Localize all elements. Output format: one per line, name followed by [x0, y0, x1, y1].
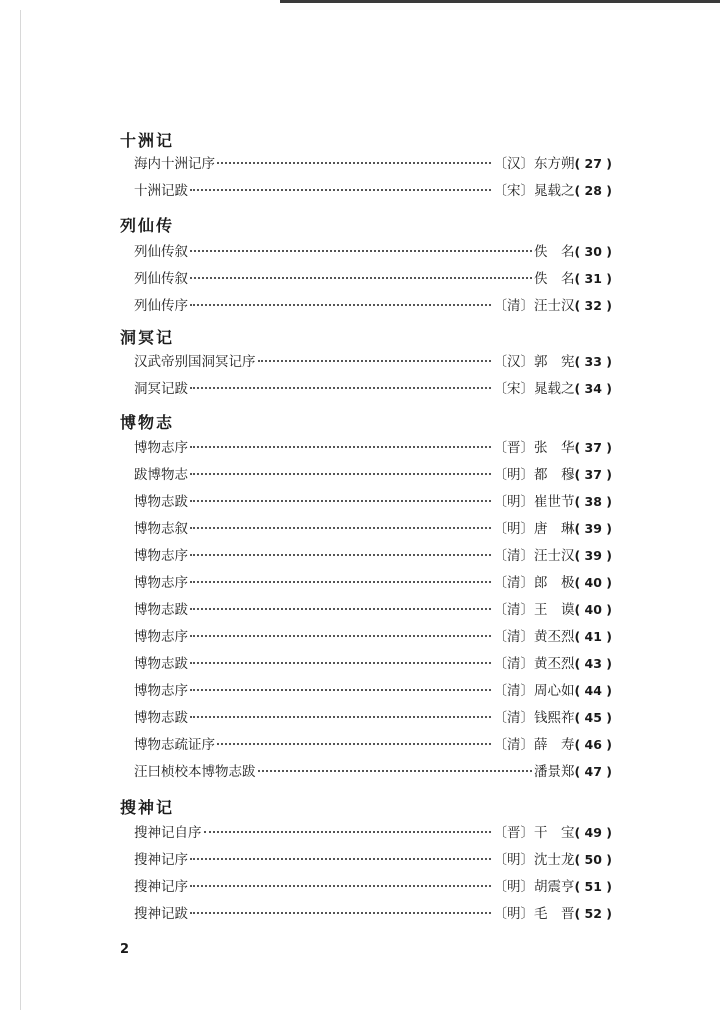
entry-author: 〔汉〕郭 宪: [493, 354, 575, 370]
toc-entry: [134, 377, 612, 397]
entry-page: ( 40 ): [574, 575, 612, 590]
dot-leader: [217, 743, 491, 745]
entry-author: 〔清〕汪士汉: [493, 548, 575, 564]
entry-author: 〔清〕汪士汉: [493, 298, 575, 314]
entry-title: 博物志跋: [134, 494, 188, 510]
page-number: 2: [120, 942, 130, 957]
toc-entry: [134, 679, 612, 699]
section-title: 博物志: [120, 413, 175, 432]
entry-title: 搜神记自序: [134, 825, 202, 841]
dot-leader: [190, 304, 491, 306]
dot-leader: [190, 554, 491, 556]
entry-page: ( 44 ): [574, 683, 612, 698]
section-title: 列仙传: [120, 216, 175, 235]
section-title: 十洲记: [120, 131, 175, 150]
entry-author: 佚 名: [533, 271, 575, 287]
entry-page: ( 41 ): [574, 629, 612, 644]
toc-entry: [134, 760, 612, 780]
dot-leader: [217, 162, 491, 164]
entry-title: 列仙传叙: [134, 244, 188, 260]
entry-author: 〔明〕沈士龙: [493, 852, 575, 868]
entry-page: ( 32 ): [574, 298, 612, 313]
section-title: 洞冥记: [120, 328, 175, 347]
entry-page: ( 52 ): [574, 906, 612, 921]
entry-title: 博物志序: [134, 575, 188, 591]
dot-leader: [190, 277, 532, 279]
entry-author: 〔清〕周心如: [493, 683, 575, 699]
entry-author: 〔清〕薛 寿: [493, 737, 575, 753]
entry-author: 〔清〕钱熙祚: [493, 710, 575, 726]
entry-title: 洞冥记跋: [134, 381, 188, 397]
entry-author: 〔晋〕张 华: [493, 440, 575, 456]
entry-author: 〔晋〕干 宝: [493, 825, 575, 841]
toc-entry: [134, 652, 612, 672]
dot-leader: [190, 716, 491, 718]
toc-entry: [134, 875, 612, 895]
entry-title: 汪曰桢校本博物志跋: [134, 764, 256, 780]
entry-author: 〔明〕毛 晋: [493, 906, 575, 922]
dot-leader: [190, 885, 491, 887]
scan-edge-line: [20, 10, 21, 1010]
entry-author: 佚 名: [533, 244, 575, 260]
dot-leader: [190, 500, 491, 502]
dot-leader: [190, 387, 491, 389]
toc-entry: [134, 706, 612, 726]
entry-page: ( 31 ): [574, 271, 612, 286]
toc-entry: [134, 517, 612, 537]
entry-author: 〔宋〕晁载之: [493, 183, 575, 199]
top-rule: [280, 0, 720, 3]
dot-leader: [258, 770, 532, 772]
toc-entry: [134, 544, 612, 564]
entry-page: ( 47 ): [574, 764, 612, 779]
entry-title: 博物志序: [134, 440, 188, 456]
entry-page: ( 37 ): [574, 440, 612, 455]
toc-entry: [134, 625, 612, 645]
entry-page: ( 28 ): [574, 183, 612, 198]
entry-page: ( 45 ): [574, 710, 612, 725]
dot-leader: [190, 912, 491, 914]
entry-title: 列仙传序: [134, 298, 188, 314]
toc-entry: [134, 598, 612, 618]
entry-author: 〔汉〕东方朔: [493, 156, 575, 172]
dot-leader: [190, 608, 491, 610]
dot-leader: [190, 527, 491, 529]
toc-entry: [134, 179, 612, 199]
entry-title: 搜神记跋: [134, 906, 188, 922]
entry-page: ( 51 ): [574, 879, 612, 894]
entry-title: 博物志叙: [134, 521, 188, 537]
entry-title: 博物志序: [134, 683, 188, 699]
dot-leader: [190, 189, 491, 191]
dot-leader: [190, 662, 491, 664]
entry-page: ( 39 ): [574, 521, 612, 536]
toc-entry: [134, 733, 612, 753]
entry-page: ( 39 ): [574, 548, 612, 563]
entry-title: 博物志序: [134, 548, 188, 564]
section-title: 搜神记: [120, 798, 175, 817]
entry-author: 〔清〕郎 极: [493, 575, 575, 591]
entry-title: 博物志序: [134, 629, 188, 645]
entry-page: ( 33 ): [574, 354, 612, 369]
entry-title: 列仙传叙: [134, 271, 188, 287]
toc-entry: [134, 436, 612, 456]
entry-author: 〔清〕王 谟: [493, 602, 575, 618]
toc-entry: [134, 240, 612, 260]
entry-title: 搜神记序: [134, 879, 188, 895]
dot-leader: [190, 635, 491, 637]
toc-entry: [134, 848, 612, 868]
entry-page: ( 30 ): [574, 244, 612, 259]
entry-title: 博物志疏证序: [134, 737, 215, 753]
entry-author: 〔明〕唐 琳: [493, 521, 575, 537]
toc-entry: [134, 571, 612, 591]
entry-page: ( 49 ): [574, 825, 612, 840]
entry-page: ( 50 ): [574, 852, 612, 867]
toc-entry: [134, 350, 612, 370]
entry-title: 博物志跋: [134, 656, 188, 672]
dot-leader: [190, 581, 491, 583]
entry-author: 〔清〕黄丕烈: [493, 629, 575, 645]
dot-leader: [204, 831, 492, 833]
entry-title: 海内十洲记序: [134, 156, 215, 172]
entry-title: 博物志跋: [134, 602, 188, 618]
dot-leader: [190, 446, 491, 448]
entry-page: ( 46 ): [574, 737, 612, 752]
toc-entry: [134, 821, 612, 841]
entry-author: 潘景郑: [533, 764, 575, 780]
dot-leader: [190, 250, 532, 252]
toc-entry: [134, 294, 612, 314]
entry-author: 〔宋〕晁载之: [493, 381, 575, 397]
dot-leader: [190, 689, 491, 691]
dot-leader: [190, 473, 491, 475]
entry-page: ( 27 ): [574, 156, 612, 171]
toc-entry: [134, 490, 612, 510]
entry-author: 〔明〕都 穆: [493, 467, 575, 483]
entry-author: 〔明〕崔世节: [493, 494, 575, 510]
entry-page: ( 38 ): [574, 494, 612, 509]
entry-title: 博物志跋: [134, 710, 188, 726]
entry-title: 十洲记跋: [134, 183, 188, 199]
entry-author: 〔明〕胡震亨: [493, 879, 575, 895]
toc-entry: [134, 463, 612, 483]
entry-author: 〔清〕黄丕烈: [493, 656, 575, 672]
entry-title: 汉武帝别国洞冥记序: [134, 354, 256, 370]
entry-page: ( 43 ): [574, 656, 612, 671]
toc-entry: [134, 152, 612, 172]
entry-page: ( 37 ): [574, 467, 612, 482]
dot-leader: [258, 360, 492, 362]
dot-leader: [190, 858, 491, 860]
toc-entry: [134, 267, 612, 287]
entry-page: ( 40 ): [574, 602, 612, 617]
entry-page: ( 34 ): [574, 381, 612, 396]
entry-title: 跋博物志: [134, 467, 188, 483]
toc-entry: [134, 902, 612, 922]
entry-title: 搜神记序: [134, 852, 188, 868]
